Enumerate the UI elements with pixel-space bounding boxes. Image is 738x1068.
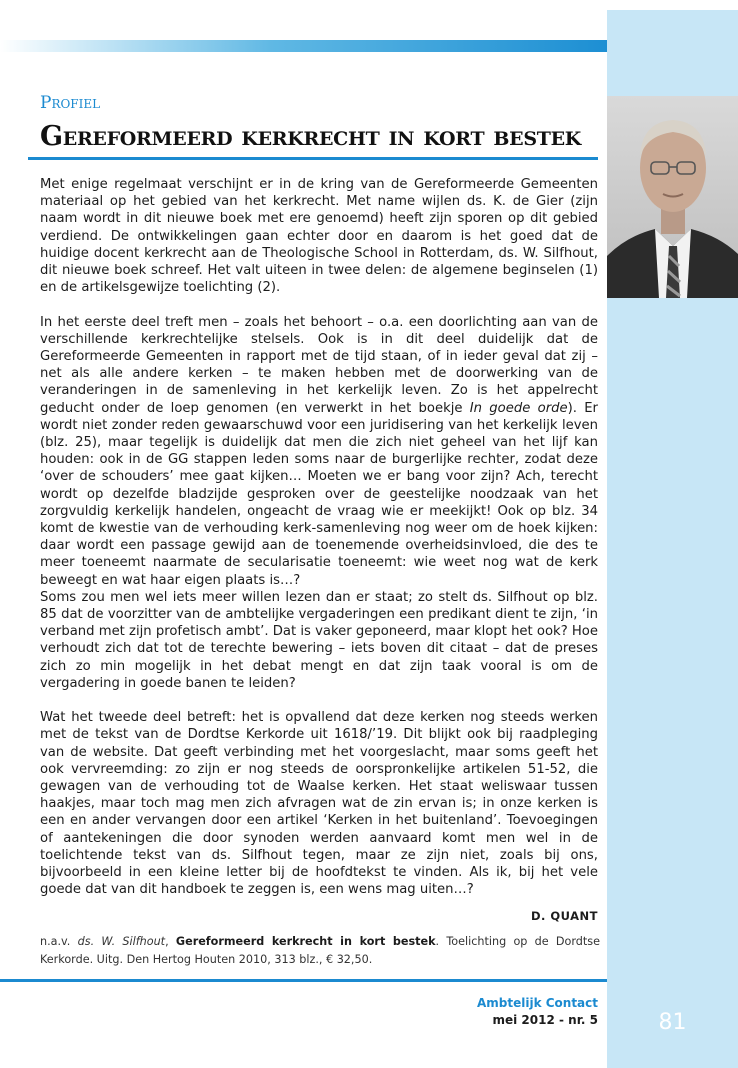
paragraph-2-part-1: In het eerste deel treft men – zoals het behoort – o.a. een doorlichting aan van de verschillende kerkrechtelijke stelsels. Ook is in dit deel duidelijk dat de Gereformeerde Gemeenten in rapport met de tijd staan, of in ieder geval dat zij – net als alle andere kerken – te maken hebben met de doorwerking van de veranderingen in de samenleving in het kerkelijk leven. Zo is het appelrecht geducht onder de loep genomen (en verwerkt in het boekje xyxy=(40,314,598,416)
article-body xyxy=(40,176,598,899)
source-author: ds. W. Silfhout xyxy=(77,935,166,948)
source-book-title: Gereformeerd kerkrecht in kort bestek xyxy=(175,935,436,948)
portrait-icon xyxy=(607,96,738,298)
header-gradient-bar xyxy=(0,40,607,52)
source-separator: , xyxy=(165,935,176,948)
paragraph-2-book-title: In goede orde xyxy=(469,400,568,416)
source-citation xyxy=(40,933,600,969)
paragraph-2-part-2: ). Er wordt niet zonder reden gewaarschuwd voor een juridisering van het kerkelijk leven (blz. 25), maar tegelijk is duidelijk dat men die zich niet geheel van het lijf kan houden: ook in de GG stappen leden soms naar de burgerlijke rechter, zodat deze ‘over de schouders’ mee gaat kijken… Moeten we er bang voor zijn? Ach, terecht wordt op dezelfde bladzijde gesproken over de geestelijke noodzaak van het zorgvuldig kerkelijk handelen, ongeacht de vraag wie er meekijkt! Ook op blz. 34 komt de kwestie van de verhouding kerk-samenleving nog weer om de hoek kijken: daar wordt een passage gewijd aan de toenemende overheidsinvloed, die des te meer toeneemt naarmate de secularisatie toeneemt: wie weet nog wat de kerk beweegt en wat haar eigen plaats is…? xyxy=(40,400,598,588)
section-label: Profiel xyxy=(40,93,101,113)
paragraph-2 xyxy=(40,314,598,589)
footer-divider xyxy=(0,979,607,982)
footer-magazine-name: Ambtelijk Contact xyxy=(476,996,598,1010)
page-number: 81 xyxy=(658,1010,687,1035)
paragraph-3: Soms zou men wel iets meer willen lezen dan er staat; zo stelt ds. Silfhout op blz. 85 dat de voorzitter van de ambtelijke vergaderingen een predikant dient te zijn, ‘in verband met zijn profetisch ambt’. Dat is vaker geponeerd, maar klopt het ook? Hoe verhoudt zich dat tot de terechte bewering – iets boven dit citaat – dat de preses zich zo min mogelijk in het debat mengt en dat zijn taak vooral is om de vergadering in goede banen te leiden? xyxy=(40,589,598,691)
article-title: Gereformeerd kerkrecht in kort bestek xyxy=(40,121,581,152)
footer-issue: mei 2012 - nr. 5 xyxy=(492,1013,598,1027)
source-details: . Toelichting op de Dordtse Kerkorde. Uitg. Den Hertog Houten 2010, 313 blz., € 32,50. xyxy=(40,935,600,966)
title-divider xyxy=(28,157,598,160)
paragraph-1: Met enige regelmaat verschijnt er in de kring van de Gereformeerde Gemeenten materiaal op het gebied van het kerkrecht. Met name wijlen ds. K. de Gier (zijn naam wordt in dit nieuwe boek met ere genoemd) heeft zijn sporen op dit gebied verdiend. De ontwikkelingen gaan echter door en daarom is het goed dat de huidige docent kerkrecht aan de Theologische School in Rotterdam, ds. W. Silfhout, dit nieuwe boek schreef. Het valt uiteen in twee delen: de algemene beginselen (1) en de artikelsgewijze toelichting (2). xyxy=(40,177,598,296)
portrait-photo xyxy=(607,96,738,298)
paragraph-4: Wat het tweede deel betreft: het is opvallend dat deze kerken nog steeds werken met de tekst van de Dordtse Kerkorde uit 1618/’19. Dit blijkt ook bij raadpleging van de website. Dat geeft verbinding met het voorgeslacht, maar soms geeft het ook vervreemding: zo zijn er nog steeds de oorspronkelijke artikelen 51-52, die gewagen van de verhouding tot de Waalse kerken. Het staat weliswaar tussen haakjes, maar toch mag men zich afvragen wat de zin ervan is; in onze kerken is een en ander vervangen door een artikel ‘Kerken in het buitenland’. Toevoegingen of aantekeningen die door synoden werden aanvaard komt men wel in de toelichtende tekst van ds. Silfhout tegen, maar ze zijn niet, zoals bij ons, bijvoorbeeld in een kleine letter bij de hoofdtekst te vinden. Als ik, bij het vele goede dat van dit handboek te zeggen is, een wens mag uiten…? xyxy=(40,710,598,898)
author-signature: D. QUANT xyxy=(530,909,598,923)
source-prefix: n.a.v. xyxy=(40,935,78,948)
